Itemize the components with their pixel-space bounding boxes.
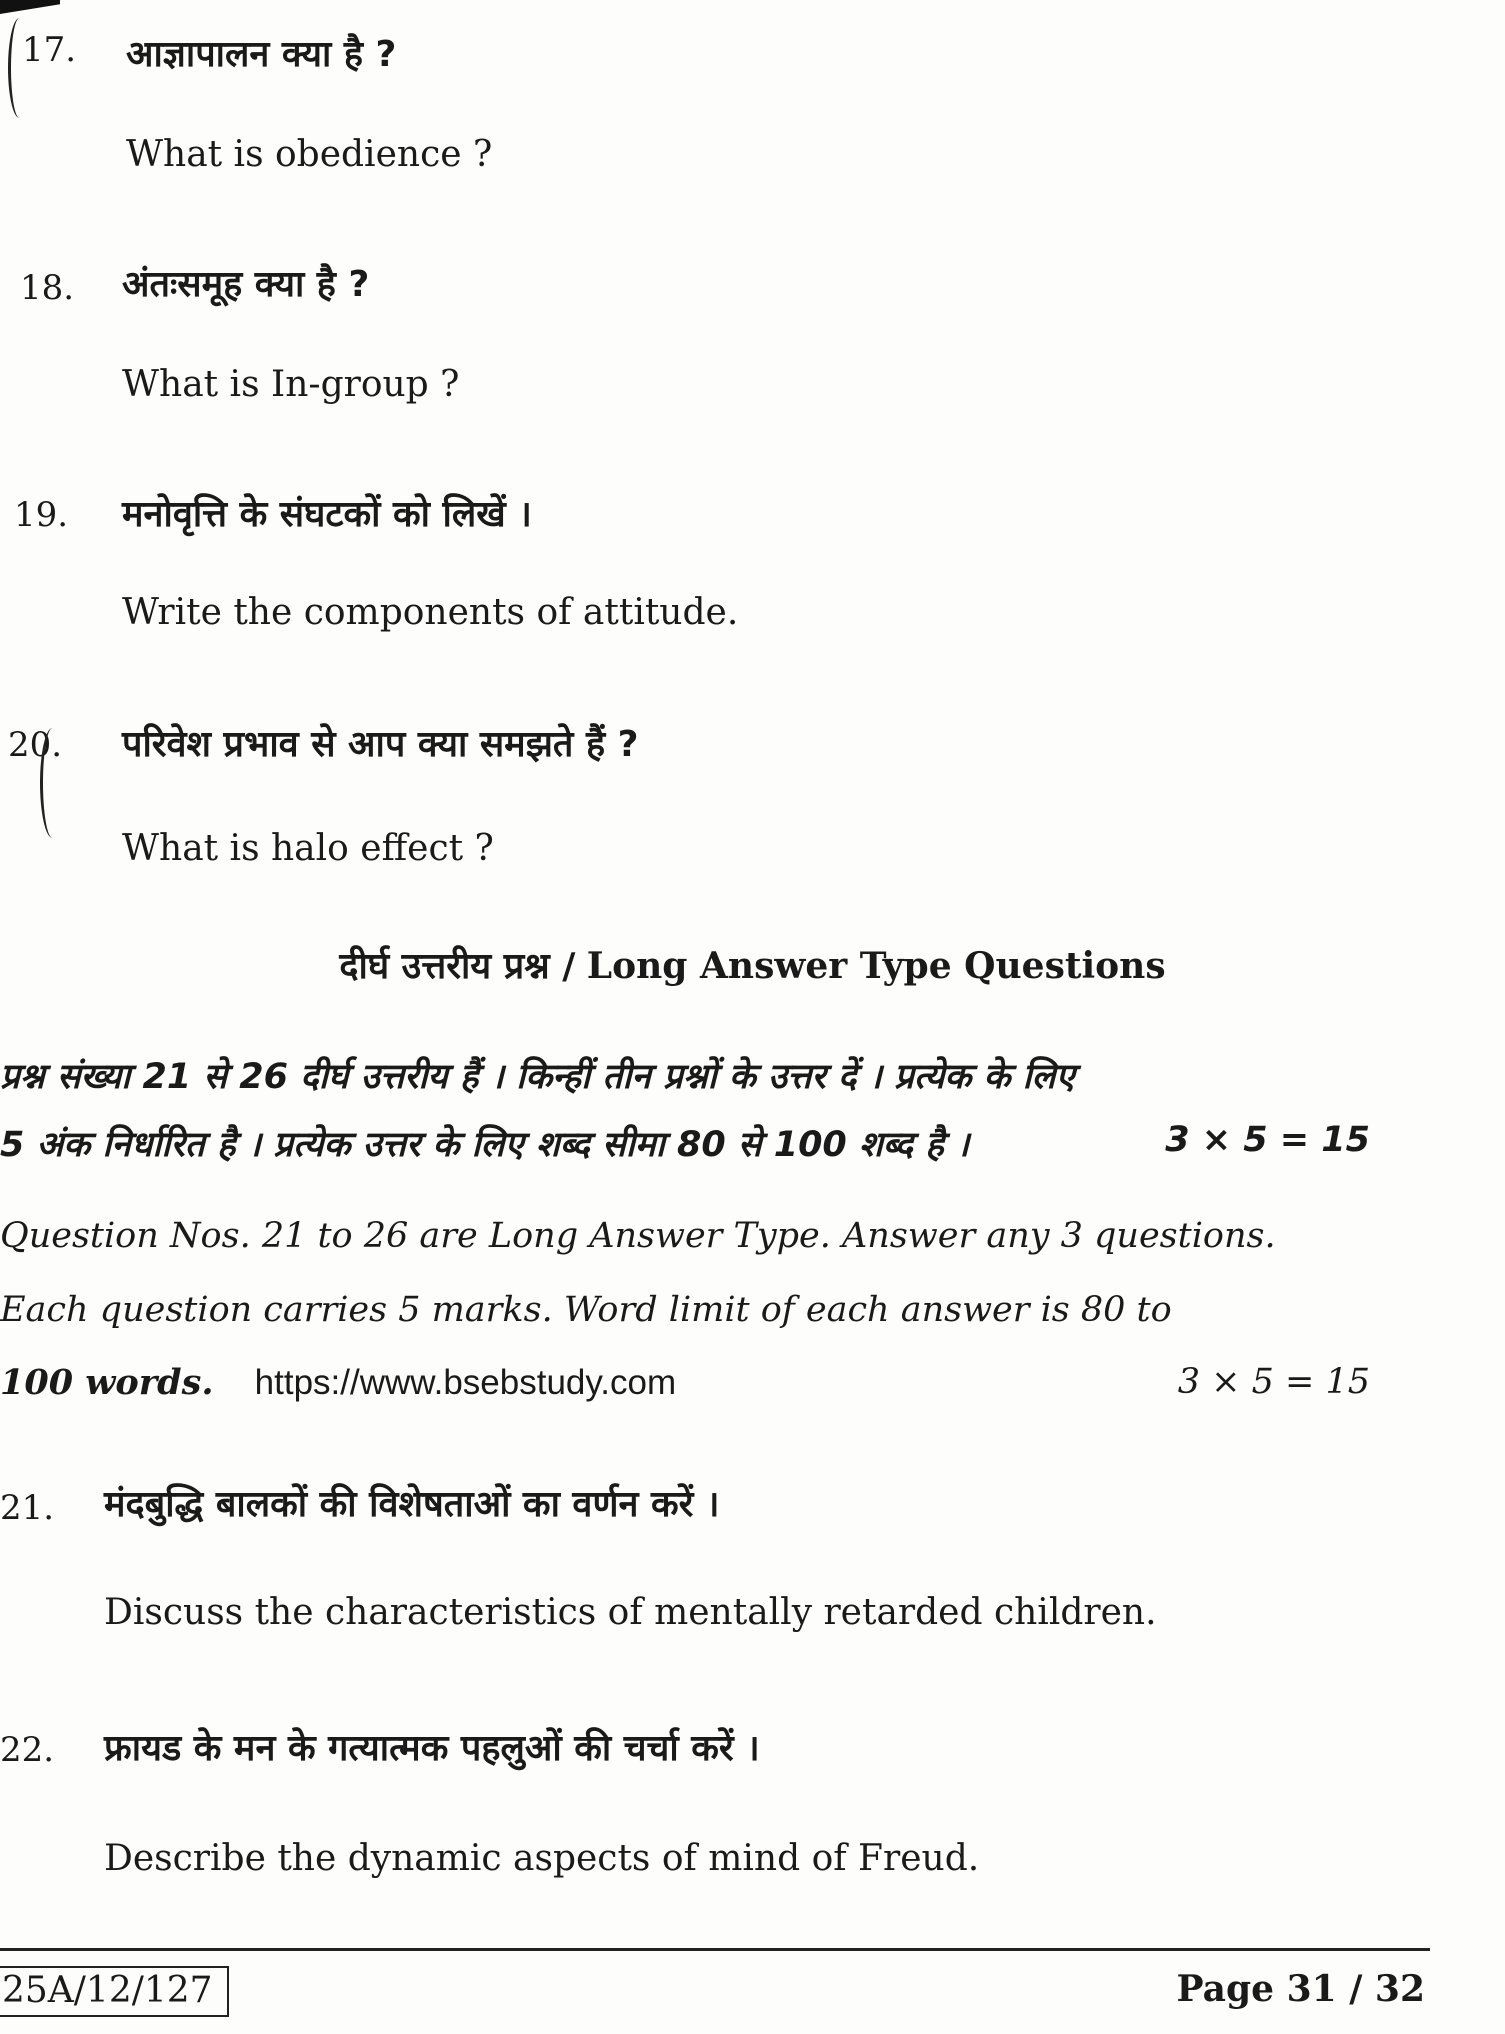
question-number: 17. — [22, 30, 77, 70]
section-heading-hindi: दीर्घ उत्तरीय प्रश्न / — [339, 946, 576, 987]
question-number: 20. — [8, 725, 63, 765]
page-number: Page 31 / 32 — [1176, 1968, 1425, 2010]
question-english: Discuss the characteristics of mentally retarded children. — [104, 1592, 1157, 1633]
tick-mark — [8, 18, 31, 118]
question-english: Write the components of attitude. — [122, 592, 739, 633]
question-number: 21. — [0, 1488, 55, 1528]
section-heading-english: Long Answer Type Questions — [586, 945, 1166, 987]
question-hindi: मंदबुद्धि बालकों की विशेषताओं का वर्णन करें । — [104, 1484, 720, 1525]
marks-calculation: 3 × 5 = 15 — [1177, 1362, 1370, 1402]
question-english: What is halo effect ? — [122, 828, 494, 869]
question-hindi: मनोवृत्ति के संघटकों को लिखें । — [122, 494, 532, 535]
question-number: 22. — [0, 1730, 55, 1770]
question-english: Describe the dynamic aspects of mind of Freud. — [104, 1838, 980, 1879]
paper-code: 25A/12/127 — [0, 1966, 229, 2017]
question-number: 18. — [20, 268, 75, 308]
section-heading — [0, 940, 1505, 989]
question-hindi: आज्ञापालन क्या है ? — [126, 34, 397, 75]
corner-mark — [0, 0, 60, 14]
instruction-english-line: Each question carries 5 marks. Word limit of each answer is 80 to — [0, 1290, 1172, 1330]
instruction-hindi-text: 5 अंक निर्धारित है । प्रत्येक उत्तर के लिए शब्द सीमा 80 से 100 शब्द है । — [0, 1125, 970, 1165]
instruction-hindi-line — [0, 1120, 1440, 1167]
marks-calculation: 3 × 5 = 15 — [1165, 1120, 1370, 1160]
question-number: 19. — [14, 495, 69, 535]
question-hindi: परिवेश प्रभाव से आप क्या समझते हैं ? — [122, 724, 639, 765]
footer-divider — [0, 1948, 1430, 1951]
instruction-english-text: 100 words. — [0, 1362, 214, 1403]
source-url[interactable]: https://www.bsebstudy.com — [254, 1363, 677, 1402]
question-english: What is In-group ? — [122, 364, 460, 405]
question-hindi: अंतःसमूह क्या है ? — [122, 264, 370, 305]
tick-mark — [40, 728, 65, 838]
question-english: What is obedience ? — [126, 134, 493, 175]
instruction-english-line — [0, 1362, 1440, 1403]
instruction-english-line: Question Nos. 21 to 26 are Long Answer Type. Answer any 3 questions. — [0, 1216, 1276, 1256]
instruction-hindi-line: प्रश्न संख्या 21 से 26 दीर्घ उत्तरीय हैं । किन्हीं तीन प्रश्नों के उत्तर दें । प्रत्येक के लिए — [0, 1057, 1075, 1097]
question-hindi: फ्रायड के मन के गत्यात्मक पहलुओं की चर्चा करें । — [104, 1728, 760, 1769]
